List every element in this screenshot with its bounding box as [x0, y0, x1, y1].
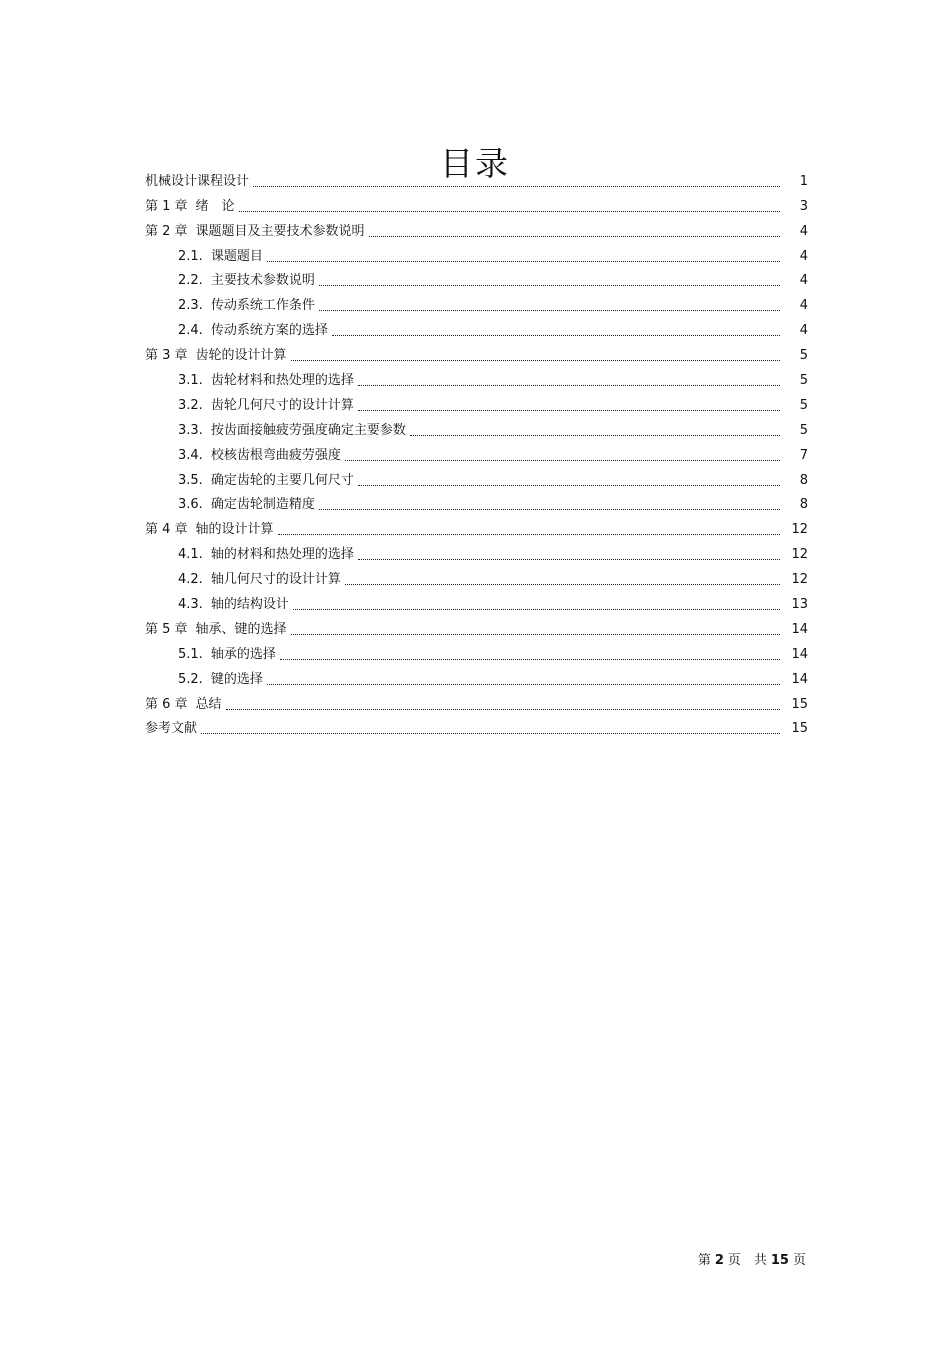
toc-dot-leader — [345, 570, 780, 590]
table-of-contents — [145, 167, 808, 739]
toc-dot-leader — [291, 346, 780, 366]
toc-dot-leader — [345, 446, 780, 466]
toc-entry-title: 轴几何尺寸的设计计算 — [210, 572, 341, 588]
toc-entry-text — [178, 545, 354, 565]
toc-subsection-row[interactable] — [145, 665, 808, 690]
toc-page-number: 5 — [799, 373, 808, 389]
toc-subsection-row[interactable] — [145, 590, 808, 615]
toc-page-number: 12 — [791, 522, 808, 538]
toc-entry-number: 第 6 章 — [145, 696, 188, 712]
footer-label-middle: 页 共 — [727, 1253, 767, 1268]
toc-entry-number: 5.1. — [178, 646, 203, 662]
toc-entry-text — [145, 620, 287, 640]
toc-entry-number: 3.4. — [178, 447, 203, 463]
toc-entry-title: 机械设计课程设计 — [145, 173, 250, 189]
toc-page-number: 5 — [799, 397, 808, 413]
toc-page-number: 5 — [799, 348, 808, 364]
toc-entry-text — [145, 695, 222, 715]
toc-entry-title: 总结 — [195, 696, 222, 712]
toc-entry-title: 参考文献 — [145, 721, 198, 737]
toc-entry-title: 校核齿根弯曲疲劳强度 — [210, 447, 341, 463]
toc-chapter-row[interactable] — [145, 690, 808, 715]
toc-entry-number: 4.1. — [178, 547, 203, 563]
toc-dot-leader — [410, 421, 780, 441]
toc-page-number: 1 — [799, 173, 808, 189]
toc-page-number: 12 — [791, 572, 808, 588]
toc-entry-title: 键的选择 — [210, 671, 263, 687]
toc-dot-leader — [291, 620, 780, 640]
toc-page-number: 14 — [791, 671, 808, 687]
toc-entry-text — [178, 371, 354, 391]
toc-dot-leader — [280, 645, 780, 665]
toc-entry-text — [178, 247, 263, 267]
footer-label-suffix: 页 — [792, 1253, 806, 1268]
toc-page-number: 8 — [799, 497, 808, 513]
toc-entry-text — [178, 645, 276, 665]
toc-page-number: 4 — [799, 298, 808, 314]
toc-page-number: 14 — [791, 621, 808, 637]
toc-entry-text — [145, 172, 249, 192]
toc-entry-number: 5.2. — [178, 671, 203, 687]
toc-entry-text — [145, 719, 197, 739]
toc-entry-title: 轴的设计计算 — [195, 522, 274, 538]
toc-entry-title: 确定齿轮制造精度 — [210, 497, 315, 513]
toc-subsection-row[interactable] — [145, 391, 808, 416]
toc-entry-text — [178, 271, 315, 291]
toc-dot-leader — [319, 495, 780, 515]
toc-page-number: 7 — [799, 447, 808, 463]
toc-entry-number: 3.2. — [178, 397, 203, 413]
toc-entry-title: 主要技术参数说明 — [210, 273, 315, 289]
toc-entry-title: 课题题目及主要技术参数说明 — [195, 223, 365, 239]
toc-subsection-row[interactable] — [145, 366, 808, 391]
toc-chapter-row[interactable] — [145, 615, 808, 640]
toc-dot-leader — [319, 271, 780, 291]
toc-chapter-row[interactable] — [145, 192, 808, 217]
toc-subsection-row[interactable] — [145, 267, 808, 292]
toc-entry-title: 齿轮材料和热处理的选择 — [210, 373, 354, 389]
toc-page-number: 4 — [799, 323, 808, 339]
toc-dot-leader — [369, 222, 780, 242]
toc-entry-number: 3.3. — [178, 422, 203, 438]
toc-entry-text — [145, 197, 235, 217]
toc-entry-title: 齿轮的设计计算 — [195, 348, 287, 364]
toc-entry-number: 2.2. — [178, 273, 203, 289]
toc-subsection-row[interactable] — [145, 640, 808, 665]
toc-entry-title: 传动系统工作条件 — [210, 298, 315, 314]
toc-page-number: 14 — [791, 646, 808, 662]
toc-entry-text — [178, 495, 315, 515]
toc-entry-title: 按齿面接触疲劳强度确定主要参数 — [210, 422, 406, 438]
toc-entry-number: 3.6. — [178, 497, 203, 513]
current-page-number: 2 — [714, 1253, 724, 1268]
toc-subsection-row[interactable] — [145, 441, 808, 466]
toc-entry-text — [178, 421, 406, 441]
toc-dot-leader — [293, 595, 780, 615]
toc-chapter-row[interactable] — [145, 715, 808, 740]
toc-entry-number: 4.3. — [178, 597, 203, 613]
toc-entry-text — [178, 471, 354, 491]
toc-dot-leader — [253, 172, 780, 192]
toc-page-number: 4 — [799, 248, 808, 264]
toc-chapter-row[interactable] — [145, 515, 808, 540]
toc-heading: 目录 — [440, 144, 510, 184]
toc-page-number: 15 — [791, 721, 808, 737]
toc-dot-leader — [267, 247, 780, 267]
toc-subsection-row[interactable] — [145, 565, 808, 590]
toc-entry-text — [178, 670, 263, 690]
toc-subsection-row[interactable] — [145, 540, 808, 565]
toc-entry-title: 确定齿轮的主要几何尺寸 — [210, 472, 354, 488]
toc-page-number: 12 — [791, 547, 808, 563]
toc-entry-text — [145, 520, 274, 540]
toc-entry-number: 第 2 章 — [145, 223, 188, 239]
toc-subsection-row[interactable] — [145, 491, 808, 516]
toc-entry-number: 3.1. — [178, 373, 203, 389]
total-page-count: 15 — [770, 1253, 789, 1268]
toc-dot-leader — [267, 670, 780, 690]
toc-dot-leader — [319, 296, 780, 316]
toc-dot-leader — [239, 197, 780, 217]
footer-label-prefix: 第 — [697, 1253, 711, 1268]
toc-chapter-row[interactable] — [145, 167, 808, 192]
toc-page-number: 5 — [799, 422, 808, 438]
toc-entry-number: 4.2. — [178, 572, 203, 588]
toc-entry-number: 2.3. — [178, 298, 203, 314]
toc-entry-number: 2.1. — [178, 248, 203, 264]
toc-entry-text — [178, 446, 341, 466]
toc-dot-leader — [358, 371, 780, 391]
toc-subsection-row[interactable] — [145, 291, 808, 316]
page-footer — [698, 1251, 806, 1271]
toc-dot-leader — [332, 321, 780, 341]
toc-subsection-row[interactable] — [145, 466, 808, 491]
toc-subsection-row[interactable] — [145, 416, 808, 441]
toc-entry-number: 第 5 章 — [145, 621, 188, 637]
toc-entry-title: 轴的结构设计 — [210, 597, 289, 613]
toc-dot-leader — [226, 695, 780, 715]
toc-entry-title: 传动系统方案的选择 — [210, 323, 328, 339]
toc-entry-title: 轴承的选择 — [210, 646, 276, 662]
toc-dot-leader — [201, 719, 780, 739]
toc-page-number: 8 — [799, 472, 808, 488]
toc-entry-number: 第 3 章 — [145, 348, 188, 364]
toc-page-number: 15 — [791, 696, 808, 712]
toc-entry-title: 课题题目 — [210, 248, 263, 264]
toc-page-number: 13 — [791, 597, 808, 613]
toc-entry-number: 第 4 章 — [145, 522, 188, 538]
toc-dot-leader — [278, 520, 780, 540]
toc-page-number: 4 — [799, 223, 808, 239]
toc-entry-text — [178, 396, 354, 416]
toc-chapter-row[interactable] — [145, 217, 808, 242]
toc-entry-text — [178, 570, 341, 590]
toc-dot-leader — [358, 545, 780, 565]
toc-dot-leader — [358, 396, 780, 416]
toc-entry-number: 2.4. — [178, 323, 203, 339]
toc-entry-number: 3.5. — [178, 472, 203, 488]
toc-subsection-row[interactable] — [145, 316, 808, 341]
toc-entry-text — [145, 222, 365, 242]
toc-entry-title: 齿轮几何尺寸的设计计算 — [210, 397, 354, 413]
toc-entry-title: 绪 论 — [195, 198, 235, 214]
toc-dot-leader — [358, 471, 780, 491]
toc-entry-text — [178, 296, 315, 316]
toc-subsection-row[interactable] — [145, 242, 808, 267]
toc-entry-title: 轴承、键的选择 — [195, 621, 287, 637]
toc-page-number: 3 — [799, 198, 808, 214]
toc-entry-text — [145, 346, 287, 366]
toc-entry-number: 第 1 章 — [145, 198, 188, 214]
toc-entry-text — [178, 321, 328, 341]
toc-chapter-row[interactable] — [145, 341, 808, 366]
toc-page-number: 4 — [799, 273, 808, 289]
toc-entry-text — [178, 595, 289, 615]
toc-entry-title: 轴的材料和热处理的选择 — [210, 547, 354, 563]
